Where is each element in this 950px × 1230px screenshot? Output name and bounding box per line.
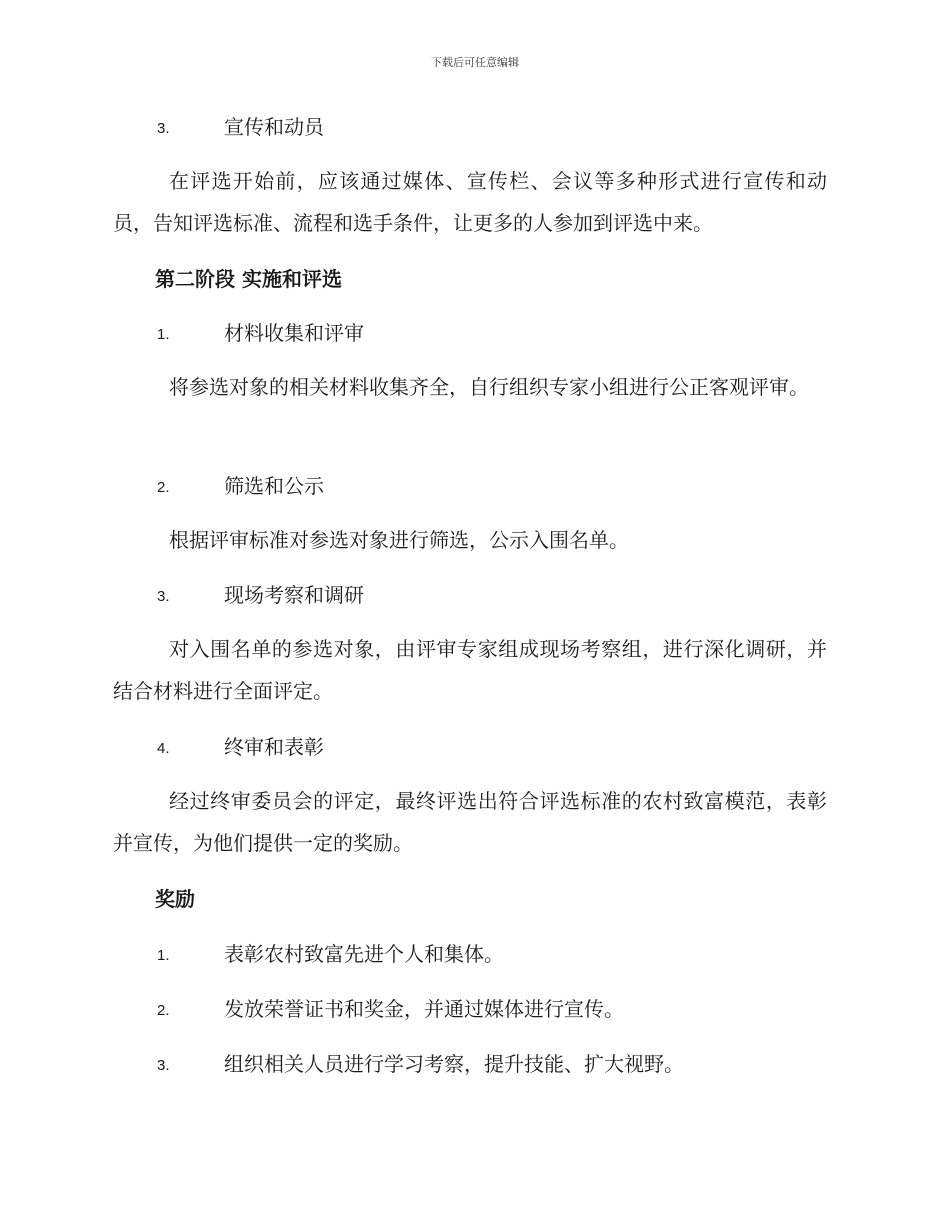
list-number: 2. bbox=[157, 1002, 170, 1019]
paragraph: 经过终审委员会的评定，最终评选出符合评选标准的农村致富模范，表彰并宣传，为他们提供一定的奖励。 bbox=[113, 789, 827, 855]
page-header: 下载后可任意编辑 bbox=[431, 56, 519, 69]
list-number: 4. bbox=[157, 740, 170, 757]
list-item-text: 发放荣誉证书和奖金，并通过媒体进行宣传。 bbox=[224, 997, 624, 1021]
list-number: 3. bbox=[157, 1057, 170, 1074]
section-heading: 第二阶段 实施和评选 bbox=[155, 267, 342, 291]
list-item bbox=[157, 112, 827, 144]
paragraph: 根据评审标准对参选对象进行筛选，公示入围名单。 bbox=[169, 528, 629, 552]
list-item-text: 组织相关人员进行学习考察，提升技能、扩大视野。 bbox=[224, 1052, 684, 1076]
paragraph: 在评选开始前，应该通过媒体、宣传栏、会议等多种形式进行宣传和动员，告知评选标准、流程和选手条件，让更多的人参加到评选中来。 bbox=[113, 169, 827, 235]
list-item-text: 宣传和动员 bbox=[224, 115, 324, 139]
list-item bbox=[157, 994, 827, 1026]
list-item-text: 终审和表彰 bbox=[224, 735, 324, 759]
list-number: 3. bbox=[157, 588, 170, 605]
paragraph: 将参选对象的相关材料收集齐全，自行组织专家小组进行公正客观评审。 bbox=[169, 375, 809, 399]
list-item bbox=[157, 471, 827, 503]
list-item-text: 材料收集和评审 bbox=[224, 321, 364, 345]
list-item bbox=[157, 580, 827, 612]
list-item bbox=[157, 732, 827, 764]
list-item bbox=[157, 1049, 827, 1081]
list-number: 1. bbox=[157, 947, 170, 964]
list-number: 2. bbox=[157, 479, 170, 496]
list-number: 1. bbox=[157, 326, 170, 343]
list-item-text: 现场考察和调研 bbox=[224, 583, 364, 607]
list-item bbox=[157, 939, 827, 971]
list-item bbox=[157, 318, 827, 350]
list-number: 3. bbox=[157, 120, 170, 137]
list-item-text: 筛选和公示 bbox=[224, 474, 324, 498]
section-heading: 奖励 bbox=[155, 887, 195, 911]
list-item-text: 表彰农村致富先进个人和集体。 bbox=[224, 942, 504, 966]
paragraph: 对入围名单的参选对象，由评审专家组成现场考察组，进行深化调研，并结合材料进行全面评定。 bbox=[113, 637, 827, 703]
